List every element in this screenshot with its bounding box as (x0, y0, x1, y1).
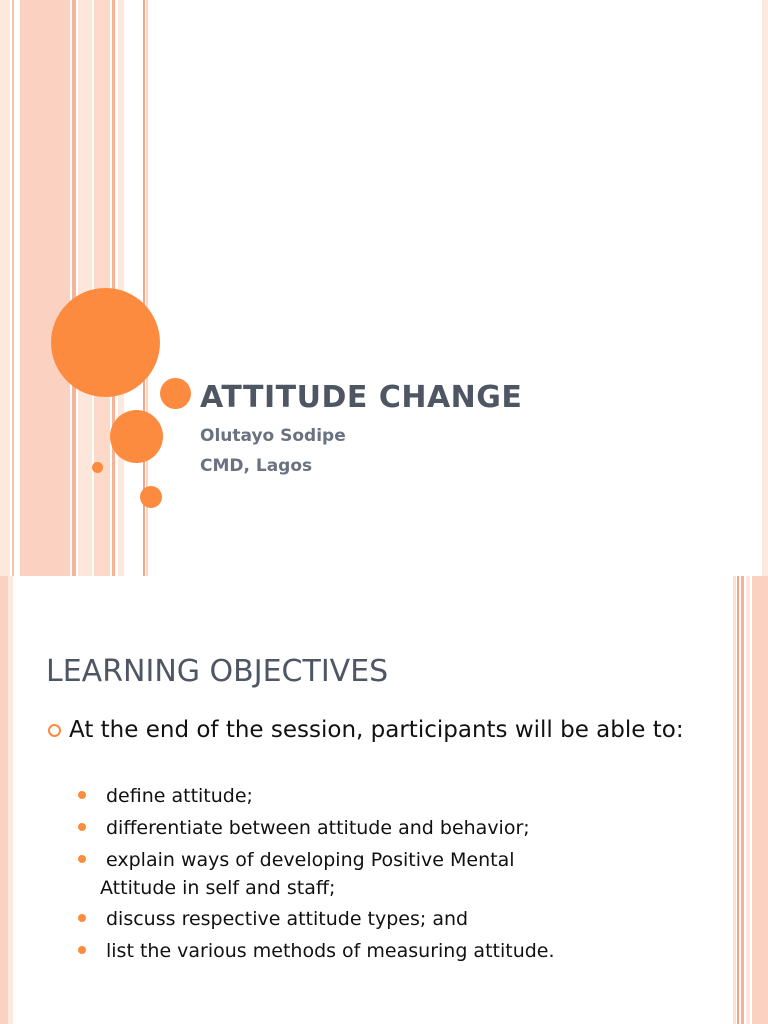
decorative-stripe (741, 576, 744, 1024)
slide-title: ATTITUDE CHANGE (200, 380, 523, 415)
decorative-stripe (12, 0, 14, 576)
decorative-stripe (746, 576, 750, 1024)
decorative-circle-small (140, 486, 162, 508)
dot-bullet-icon (78, 946, 86, 954)
decorative-stripe (8, 576, 13, 1024)
intro-text: At the end of the session, participants will be able to: (69, 717, 684, 743)
decorative-stripe (0, 576, 8, 1024)
objectives-slide (0, 576, 768, 1024)
decorative-stripe (733, 576, 736, 1024)
decorative-circle-large (51, 288, 160, 397)
decorative-circle-medium (110, 410, 163, 463)
decorative-stripe (762, 0, 768, 576)
ring-bullet-icon (48, 724, 61, 737)
decorative-stripe (72, 0, 76, 576)
list-item: discuss respective attitude types; and (106, 908, 469, 930)
decorative-circle-small (160, 378, 191, 409)
list-item: differentiate between attitude and behavior; (106, 817, 530, 839)
author-affiliation: CMD, Lagos (200, 456, 313, 476)
decorative-stripe (737, 576, 739, 1024)
author-name: Olutayo Sodipe (200, 426, 346, 446)
decorative-stripe (0, 0, 10, 576)
dot-bullet-icon (78, 823, 86, 831)
decorative-stripe (752, 576, 768, 1024)
list-item: define attitude; (106, 785, 253, 807)
dot-bullet-icon (78, 855, 86, 863)
list-item: explain ways of developing Positive Mental (106, 849, 515, 871)
dot-bullet-icon (78, 791, 86, 799)
dot-bullet-icon (78, 914, 86, 922)
decorative-stripe (118, 0, 124, 576)
list-item-continuation: Attitude in self and staff; (100, 877, 336, 899)
slide-heading: LEARNING OBJECTIVES (46, 654, 389, 689)
decorative-stripe (78, 0, 92, 576)
decorative-stripe (20, 0, 70, 576)
list-item: list the various methods of measuring attitude. (106, 940, 555, 962)
decorative-circle-tiny (92, 462, 103, 473)
